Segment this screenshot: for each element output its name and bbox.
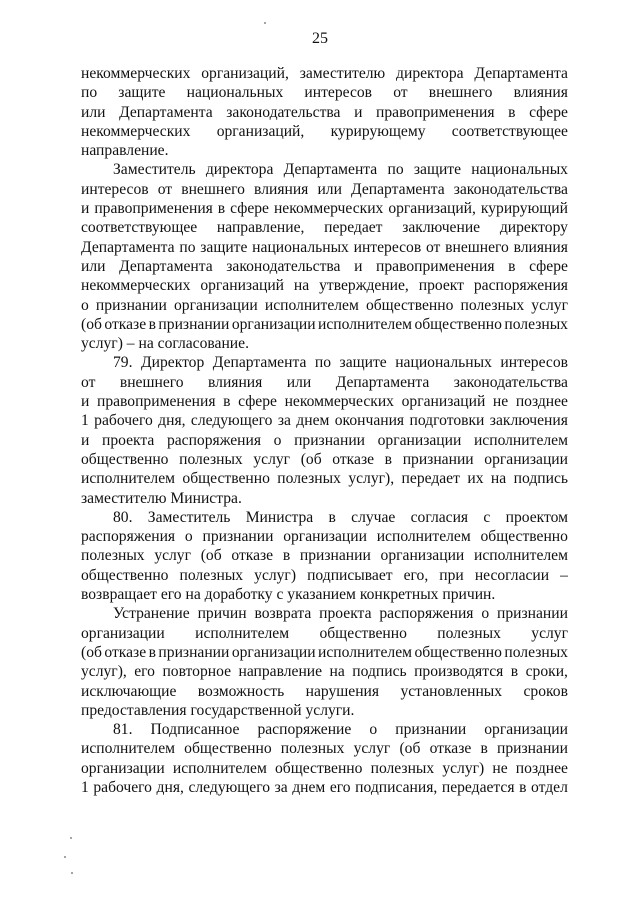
text-line: Устранение причин возврата проекта распоряжения о признании bbox=[113, 605, 568, 623]
text-line: 79. Директор Департамента по защите национальных интересов bbox=[113, 354, 568, 372]
text-line: или Департамента законодательства и правоприменения в сфере bbox=[81, 257, 568, 275]
text-line: Департамента по защите национальных интересов от внешнего влияния bbox=[81, 238, 568, 256]
text-line: соответствующее направление, передает заключение директору bbox=[81, 219, 568, 237]
text-line: или Департамента законодательства и правоприменения в сфере bbox=[81, 103, 568, 121]
text-line: исключающие возможность нарушения установленных сроков bbox=[81, 682, 568, 700]
scan-speck bbox=[264, 22, 266, 24]
text-line: общественно полезных услуг) подписывает его, при несогласии – bbox=[81, 566, 568, 584]
text-line: направление. bbox=[81, 142, 169, 160]
text-line: 1 рабочего дня, следующего за днем окончания подготовки заключения bbox=[81, 412, 568, 430]
text-line: возвращает его на доработку с указанием конкретных причин. bbox=[81, 586, 496, 604]
paragraph bbox=[81, 604, 568, 720]
text-line: и правоприменения в сфере некоммерческих организаций, курирующий bbox=[81, 200, 568, 218]
text-line: некоммерческих организаций, курирующему соответствующее bbox=[81, 122, 568, 140]
scan-speck bbox=[71, 872, 73, 874]
scan-speck bbox=[64, 856, 66, 858]
paragraph bbox=[81, 353, 568, 507]
text-line: по защите национальных интересов от внешнего влияния bbox=[81, 84, 568, 102]
text-line: услуг) – на согласование. bbox=[81, 335, 249, 353]
text-line: некоммерческих организаций на утверждение, проект распоряжения bbox=[81, 277, 568, 295]
text-line: интересов от внешнего влияния или Департамента законодательства bbox=[81, 180, 568, 198]
text-line: исполнителем общественно полезных услуг), передает их на подпись bbox=[81, 470, 568, 488]
text-line: заместителю Министра. bbox=[81, 489, 242, 507]
text-line: исполнителем общественно полезных услуг (об отказе в признании bbox=[81, 740, 568, 758]
text-line: 81. Подписанное распоряжение о признании организации bbox=[113, 721, 568, 739]
paragraph bbox=[81, 508, 568, 604]
text-line: 1 рабочего дня, следующего за днем его подписания, передается в отдел bbox=[81, 778, 568, 796]
text-line: организации исполнителем общественно полезных услуг bbox=[81, 624, 568, 642]
text-line: организации исполнителем общественно полезных услуг) не позднее bbox=[81, 759, 568, 777]
text-line: (об отказе в признании организации исполнителем общественно полезных bbox=[81, 643, 568, 661]
paragraph bbox=[81, 160, 568, 353]
text-line: предоставления государственной услуги. bbox=[81, 701, 355, 719]
text-line: полезных услуг (об отказе в признании организации исполнителем bbox=[81, 547, 568, 565]
text-line: о признании организации исполнителем общественно полезных услуг bbox=[81, 296, 568, 314]
text-line: некоммерческих организаций, заместителю директора Департамента bbox=[81, 65, 568, 82]
page-number: 25 bbox=[312, 30, 328, 47]
text-line: общественно полезных услуг (об отказе в признании организации bbox=[81, 450, 568, 468]
text-line: и правоприменения в сфере некоммерческих организаций не позднее bbox=[81, 393, 568, 411]
text-line: распоряжения о признании организации исполнителем общественно bbox=[81, 528, 568, 546]
paragraph bbox=[81, 64, 568, 160]
scan-speck bbox=[70, 837, 72, 839]
document-body bbox=[81, 64, 568, 797]
text-line: (об отказе в признании организации исполнителем общественно полезных bbox=[81, 315, 568, 333]
text-line: 80. Заместитель Министра в случае согласия с проектом bbox=[113, 508, 568, 526]
text-line: и проекта распоряжения о признании организации исполнителем bbox=[81, 431, 568, 449]
text-line: услуг), его повторное направление на подпись производятся в сроки, bbox=[81, 663, 568, 681]
text-line: Заместитель директора Департамента по защите национальных bbox=[113, 161, 568, 179]
text-line: от внешнего влияния или Департамента законодательства bbox=[81, 373, 568, 391]
paragraph bbox=[81, 720, 568, 797]
